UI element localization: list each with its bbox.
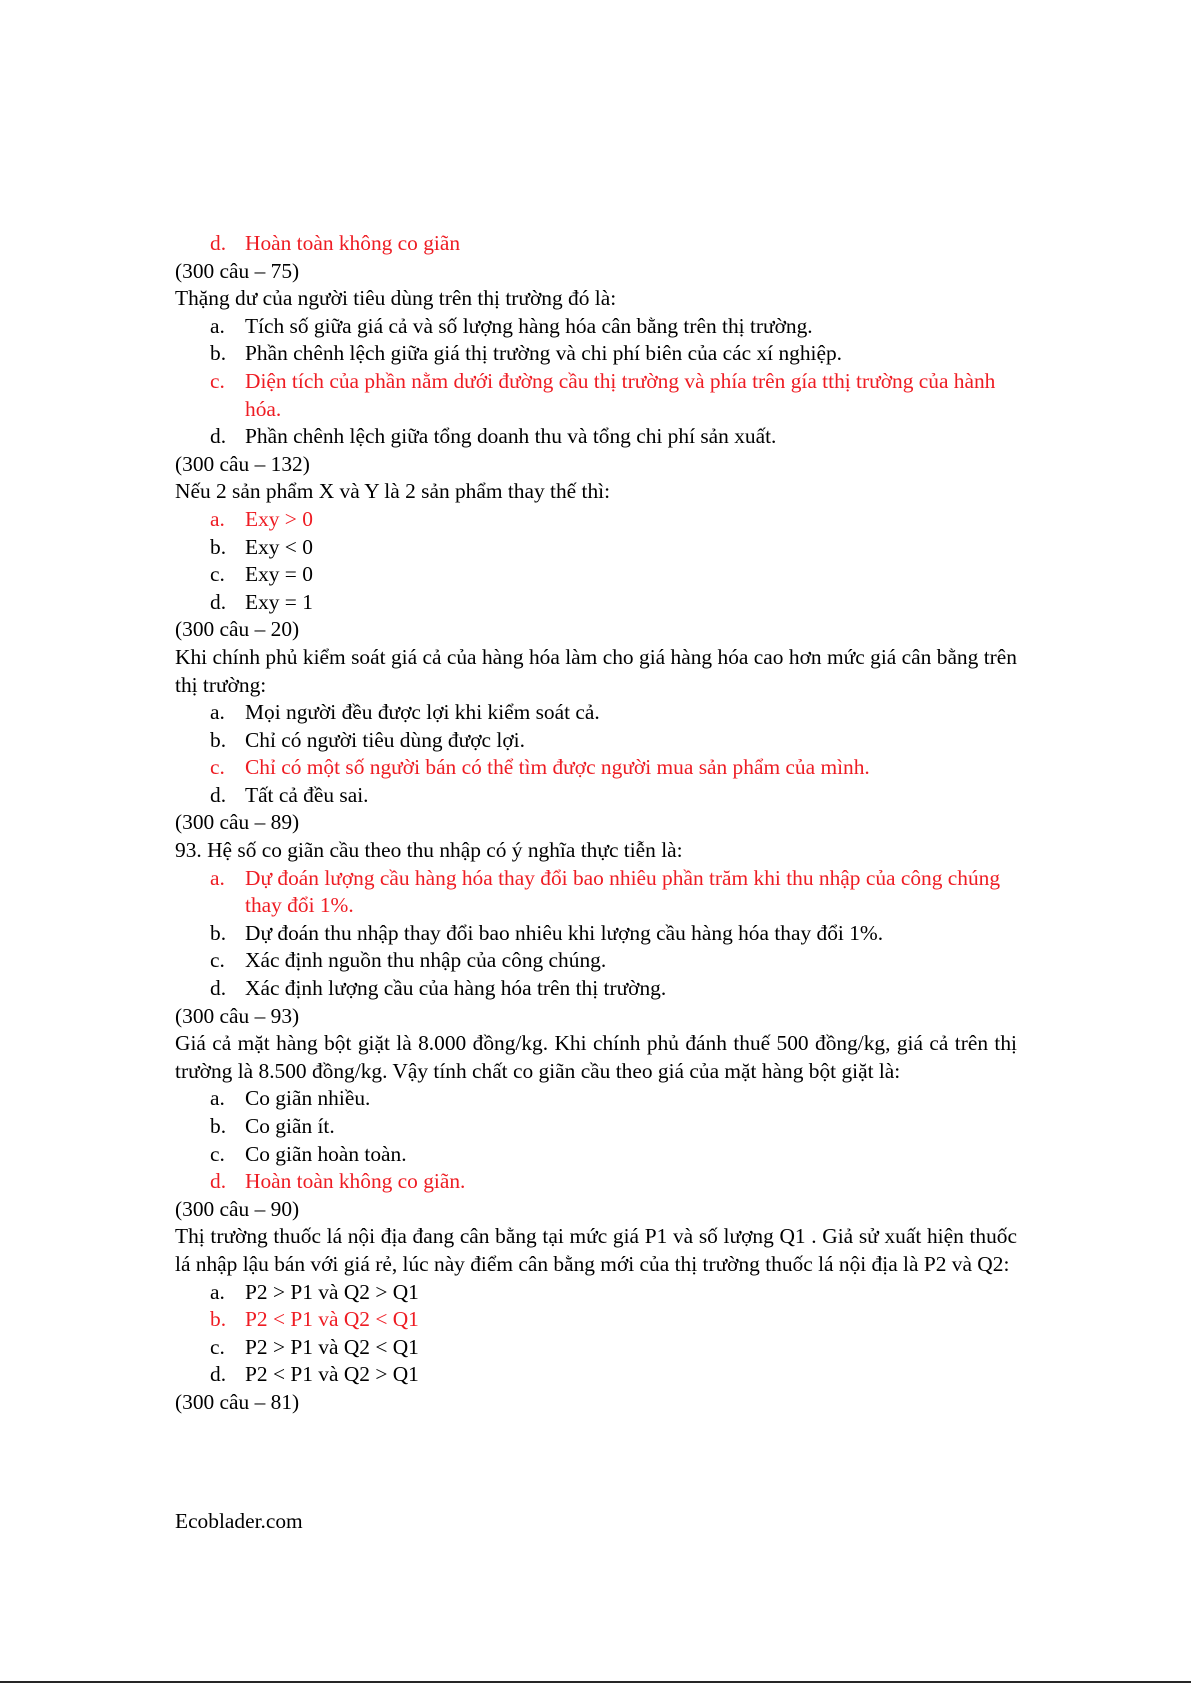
option-letter: c. <box>210 948 225 973</box>
answer-option <box>175 727 1017 755</box>
answer-option <box>175 534 1017 562</box>
answer-option <box>175 423 1017 451</box>
option-text: Exy = 1 <box>245 589 313 614</box>
option-letter: b. <box>210 534 227 559</box>
option-text: P2 < P1 và Q2 > Q1 <box>245 1362 419 1387</box>
question-text: Thặng dư của người tiêu dùng trên thị trường đó là: <box>175 286 617 311</box>
option-text: Tất cả đều sai. <box>245 782 369 807</box>
page-bottom-divider <box>0 1681 1191 1683</box>
answer-option <box>175 975 1017 1003</box>
option-letter: c. <box>210 1334 225 1359</box>
option-letter: d. <box>210 1362 227 1387</box>
option-letter: b. <box>210 1307 227 1332</box>
option-text: Co giãn ít. <box>245 1114 335 1138</box>
option-letter: a. <box>210 313 225 338</box>
answer-option <box>175 589 1017 617</box>
option-text: Xác định lượng cầu của hàng hóa trên thị trường. <box>245 976 667 1001</box>
option-text: Mọi người đều được lợi khi kiểm soát cả. <box>245 700 600 725</box>
question-source: (300 câu – 132) <box>175 451 310 476</box>
option-letter: d. <box>210 782 227 807</box>
question-source: (300 câu – 75) <box>175 258 300 283</box>
option-letter: d. <box>210 231 227 255</box>
answer-option-correct <box>175 1168 1017 1196</box>
option-letter: b. <box>210 341 227 366</box>
option-letter: a. <box>210 506 225 531</box>
answer-option-correct <box>175 754 1017 782</box>
option-letter: d. <box>210 1169 227 1194</box>
option-letter: a. <box>210 865 225 890</box>
option-text: Chỉ có một số người bán có thể tìm được người mua sản phẩm của mình. <box>245 755 870 780</box>
question-source: (300 câu – 89) <box>175 810 300 835</box>
site-footer: Ecoblader.com <box>175 1509 303 1533</box>
option-text: Exy < 0 <box>245 534 313 559</box>
option-text: Hoàn toàn không co giãn <box>245 231 461 255</box>
option-text: Xác định nguồn thu nhập của công chúng. <box>245 948 607 973</box>
answer-option <box>175 782 1017 810</box>
question-text: Khi chính phủ kiểm soát giá cả của hàng hóa làm cho giá hàng hóa cao hơn mức giá cân bằng trên thị trường: <box>175 644 1017 697</box>
option-letter: c. <box>210 1141 225 1166</box>
answer-option <box>175 340 1017 368</box>
answer-option-correct <box>175 865 1017 920</box>
question-text: Nếu 2 sản phẩm X và Y là 2 sản phẩm thay thế thì: <box>175 479 611 504</box>
answer-option <box>175 947 1017 975</box>
answer-option <box>175 1334 1017 1362</box>
option-text: Diện tích của phần nằm dưới đường cầu thị trường và phía trên gía tthị trường của hành hóa. <box>245 368 996 421</box>
option-text: P2 < P1 và Q2 < Q1 <box>245 1307 419 1332</box>
question-source: (300 câu – 90) <box>175 1196 300 1221</box>
answer-option-correct <box>175 368 1017 423</box>
answer-option <box>175 1085 1017 1113</box>
option-letter: d. <box>210 976 227 1001</box>
question-text: Giá cả mặt hàng bột giặt là 8.000 đồng/kg. Khi chính phủ đánh thuế 500 đồng/kg, giá cả trên thị trường là 8.500 đồng/kg. Vậy tính chất co giãn cầu theo giá của mặt hàng bột giặt là: <box>175 1031 1017 1083</box>
option-letter: b. <box>210 727 227 752</box>
option-letter: c. <box>210 755 225 780</box>
answer-option-correct <box>175 506 1017 534</box>
option-letter: b. <box>210 1114 227 1138</box>
option-letter: a. <box>210 700 225 725</box>
option-letter: d. <box>210 424 227 449</box>
option-text: P2 > P1 và Q2 < Q1 <box>245 1334 419 1359</box>
question-text: Thị trường thuốc lá nội địa đang cân bằng tại mức giá P1 và số lượng Q1 . Giả sử xuất hiện thuốc lá nhập lậu bán với giá rẻ, lúc này điểm cân bằng mới của thị trường thuốc lá nội địa là P2 và Q2: <box>175 1224 1017 1276</box>
answer-option <box>175 699 1017 727</box>
option-text: Co giãn nhiều. <box>245 1086 371 1111</box>
answer-option-correct <box>175 1306 1017 1334</box>
option-letter: a. <box>210 1279 225 1304</box>
answer-option <box>175 561 1017 589</box>
option-letter: c. <box>210 562 225 587</box>
option-text: Co giãn hoàn toàn. <box>245 1141 407 1166</box>
option-letter: b. <box>210 920 227 945</box>
answer-option <box>175 1361 1017 1389</box>
option-text: Chỉ có người tiêu dùng được lợi. <box>245 727 525 752</box>
option-text: Exy = 0 <box>245 562 313 587</box>
option-text: Dự đoán thu nhập thay đổi bao nhiêu khi lượng cầu hàng hóa thay đổi 1%. <box>245 920 884 945</box>
option-text: Dự đoán lượng cầu hàng hóa thay đổi bao nhiêu phần trăm khi thu nhập của công chúng thay đổi 1%. <box>245 865 1001 918</box>
answer-option <box>175 1141 1017 1169</box>
option-text: Phần chênh lệch giữa tổng doanh thu và tổng chi phí sản xuất. <box>245 424 777 449</box>
question-source: (300 câu – 81) <box>175 1389 300 1414</box>
option-text: P2 > P1 và Q2 > Q1 <box>245 1279 419 1304</box>
answer-option-correct <box>175 230 1017 258</box>
option-letter: a. <box>210 1086 225 1111</box>
question-source: (300 câu – 93) <box>175 1003 300 1028</box>
option-text: Phần chênh lệch giữa giá thị trường và chi phí biên của các xí nghiệp. <box>245 341 843 366</box>
answer-option <box>175 313 1017 341</box>
option-letter: c. <box>210 368 225 393</box>
answer-option <box>175 920 1017 948</box>
answer-option <box>175 1279 1017 1307</box>
option-text: Exy > 0 <box>245 506 313 531</box>
option-text: Tích số giữa giá cả và số lượng hàng hóa cân bằng trên thị trường. <box>245 313 813 338</box>
question-text: 93. Hệ số co giãn cầu theo thu nhập có ý nghĩa thực tiễn là: <box>175 838 683 863</box>
option-letter: d. <box>210 589 227 614</box>
option-text: Hoàn toàn không co giãn. <box>245 1169 466 1194</box>
question-source: (300 câu – 20) <box>175 617 300 642</box>
document-content <box>175 230 1017 1417</box>
answer-option <box>175 1113 1017 1141</box>
